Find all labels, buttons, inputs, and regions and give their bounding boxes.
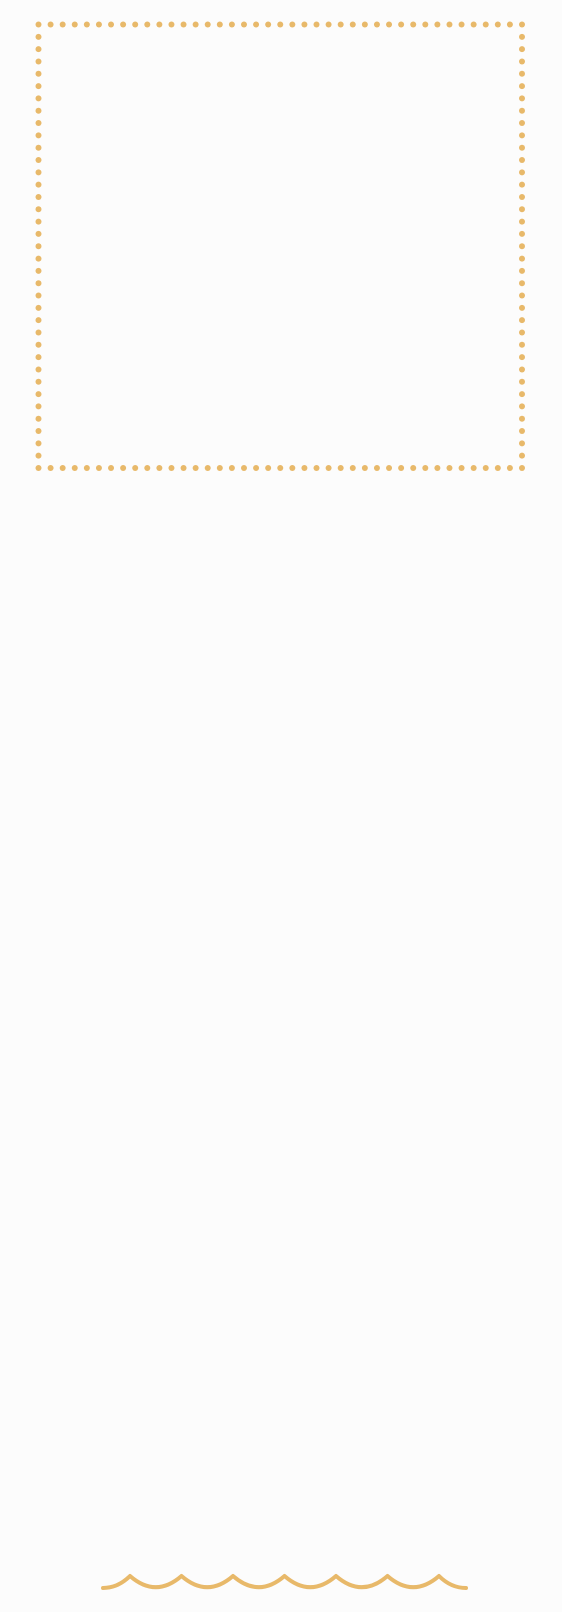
frame-dot [36, 391, 42, 397]
frame-dot [410, 22, 416, 28]
frame-dot [519, 95, 525, 101]
frame-dot [36, 169, 42, 175]
frame-dot [36, 366, 42, 372]
frame-dot [519, 366, 525, 372]
frame-dot [519, 391, 525, 397]
frame-dot [217, 22, 223, 28]
frame-dot [229, 465, 235, 471]
frame-dot [205, 465, 211, 471]
frame-dot [314, 465, 320, 471]
frame-dot [36, 305, 42, 311]
wave-scallops [130, 1576, 439, 1587]
frame-dot [36, 182, 42, 188]
frame-dot [72, 22, 78, 28]
frame-dot [36, 416, 42, 422]
frame-dot [96, 22, 102, 28]
frame-dot [265, 22, 271, 28]
frame-dot [36, 280, 42, 286]
frame-dot [36, 379, 42, 385]
frame-dot [36, 95, 42, 101]
frame-dot [507, 465, 513, 471]
frame-dot [519, 108, 525, 114]
frame-dot [265, 465, 271, 471]
frame-dot [229, 22, 235, 28]
frame-dot [48, 465, 54, 471]
frame-dot [386, 22, 392, 28]
frame-dot [193, 22, 199, 28]
frame-dot [217, 465, 223, 471]
frame-dot [519, 440, 525, 446]
frame-dot [519, 453, 525, 459]
frame-dot [36, 145, 42, 151]
frame-dot [36, 243, 42, 249]
frame-dot [36, 256, 42, 262]
frame-dot [36, 71, 42, 77]
frame-dot [84, 465, 90, 471]
frame-dot [350, 465, 356, 471]
frame-dot [495, 22, 501, 28]
frame-dot [446, 22, 452, 28]
frame-dot [36, 34, 42, 40]
frame-dot [36, 453, 42, 459]
frame-dot [434, 22, 440, 28]
frame-dot [519, 293, 525, 299]
frame-dot [108, 22, 114, 28]
frame-dot [519, 428, 525, 434]
frame-dot [398, 465, 404, 471]
wave-tail-left [103, 1576, 130, 1588]
frame-dot [156, 465, 162, 471]
frame-dot [132, 465, 138, 471]
frame-dot [241, 465, 247, 471]
frame-dot [519, 256, 525, 262]
frame-dot [519, 145, 525, 151]
frame-dot [374, 22, 380, 28]
frame-dot [36, 428, 42, 434]
wave-tail-right [439, 1576, 466, 1588]
frame-dot [338, 465, 344, 471]
frame-dot [422, 465, 428, 471]
frame-dot [519, 465, 525, 471]
frame-dot [362, 22, 368, 28]
frame-dot [326, 22, 332, 28]
frame-dot [471, 22, 477, 28]
frame-dot [519, 194, 525, 200]
frame-dot [181, 22, 187, 28]
frame-dot [301, 465, 307, 471]
frame-dot [36, 83, 42, 89]
frame-dot [519, 329, 525, 335]
frame-dot [507, 22, 513, 28]
frame-dot [519, 231, 525, 237]
frame-dot [386, 465, 392, 471]
frame-dot [519, 206, 525, 212]
frame-dot [519, 268, 525, 274]
frame-dot [120, 465, 126, 471]
frame-dot [519, 219, 525, 225]
frame-dot [519, 58, 525, 64]
frame-dot [144, 465, 150, 471]
frame-dot [446, 465, 452, 471]
frame-dot [205, 22, 211, 28]
frame-dot [36, 317, 42, 323]
frame-dot [36, 329, 42, 335]
frame-dot [36, 440, 42, 446]
frame-dot [519, 22, 525, 28]
dotted-frame [0, 0, 562, 480]
frame-dot [495, 465, 501, 471]
frame-dot [519, 46, 525, 52]
frame-dot [519, 157, 525, 163]
frame-dot [326, 465, 332, 471]
frame-dot [144, 22, 150, 28]
frame-dot [277, 465, 283, 471]
frame-dot [132, 22, 138, 28]
frame-dot [459, 465, 465, 471]
frame-dot [36, 354, 42, 360]
frame-dot [36, 46, 42, 52]
frame-dot [314, 22, 320, 28]
frame-dot [48, 22, 54, 28]
frame-dot [36, 108, 42, 114]
frame-dot [36, 465, 42, 471]
frame-dot [519, 305, 525, 311]
frame-dot [253, 22, 259, 28]
frame-dot [181, 465, 187, 471]
frame-dot [36, 206, 42, 212]
frame-dot [519, 83, 525, 89]
frame-dot [483, 22, 489, 28]
frame-dot [350, 22, 356, 28]
frame-dot [60, 22, 66, 28]
frame-dot [168, 22, 174, 28]
frame-dot [289, 22, 295, 28]
frame-dot [36, 132, 42, 138]
frame-dot [519, 120, 525, 126]
frame-dot [36, 293, 42, 299]
frame-dot [96, 465, 102, 471]
frame-dot [519, 379, 525, 385]
frame-dot [36, 342, 42, 348]
frame-dot [410, 465, 416, 471]
frame-dot [36, 219, 42, 225]
frame-dot [108, 465, 114, 471]
frame-dot [519, 416, 525, 422]
frame-dot [36, 268, 42, 274]
frame-dot [519, 34, 525, 40]
frame-dot [519, 71, 525, 77]
frame-dot [519, 169, 525, 175]
frame-dot [483, 465, 489, 471]
frame-dot [168, 465, 174, 471]
frame-dot [241, 22, 247, 28]
frame-dot [422, 22, 428, 28]
frame-dot [36, 231, 42, 237]
frame-dot [519, 280, 525, 286]
frame-dot [519, 182, 525, 188]
frame-dot [519, 243, 525, 249]
frame-dot [72, 465, 78, 471]
frame-dot [193, 465, 199, 471]
frame-dot [519, 132, 525, 138]
frame-dot [519, 354, 525, 360]
wave-ornament [0, 1570, 562, 1600]
frame-dot [459, 22, 465, 28]
frame-dot [156, 22, 162, 28]
frame-dot [374, 465, 380, 471]
frame-dot [36, 120, 42, 126]
frame-dot [338, 22, 344, 28]
frame-dot [120, 22, 126, 28]
frame-dot [36, 194, 42, 200]
frame-dot [362, 465, 368, 471]
frame-dot [277, 22, 283, 28]
frame-dot [301, 22, 307, 28]
frame-dot [434, 465, 440, 471]
frame-dot [84, 22, 90, 28]
frame-dot [398, 22, 404, 28]
frame-dot [36, 22, 42, 28]
frame-dot [519, 342, 525, 348]
frame-dot [289, 465, 295, 471]
frame-dot [36, 58, 42, 64]
frame-dot [519, 317, 525, 323]
frame-dot [519, 403, 525, 409]
frame-dot [253, 465, 259, 471]
frame-dot [471, 465, 477, 471]
frame-dot [36, 157, 42, 163]
frame-dot [36, 403, 42, 409]
frame-dot [60, 465, 66, 471]
